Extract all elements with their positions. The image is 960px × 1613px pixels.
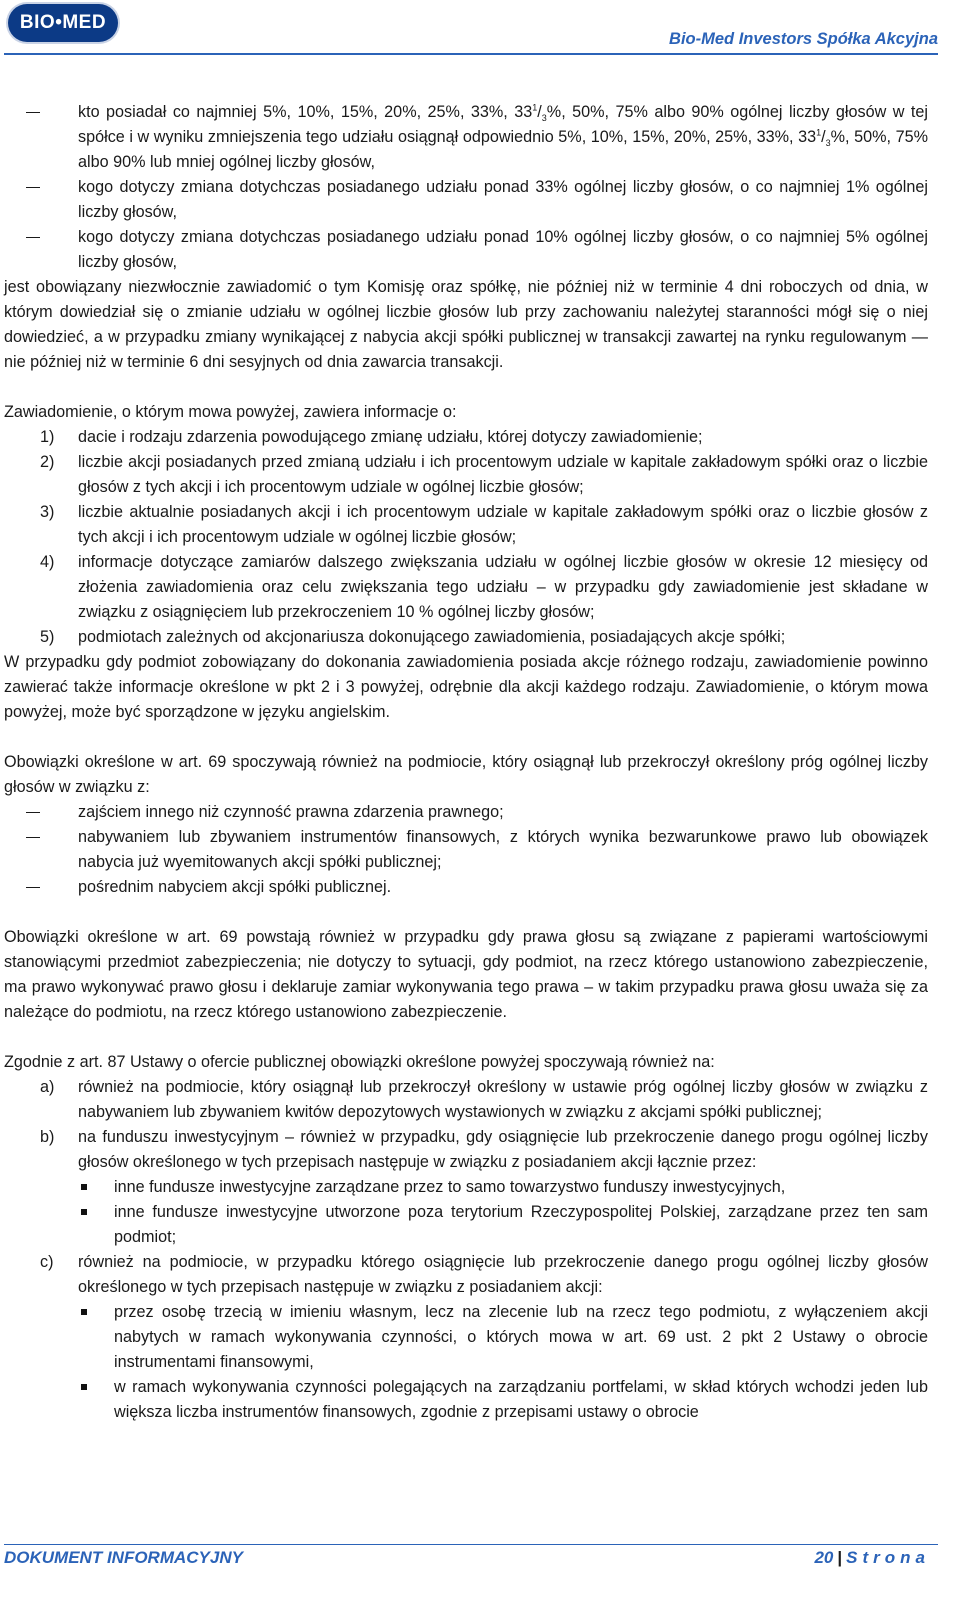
- square-bullet-icon: [81, 1384, 87, 1390]
- dash-bullet-icon: [26, 837, 40, 838]
- square-bullet-item: inne fundusze inwestycyjne zarządzane przez to samo towarzystwo funduszy inwestycyjnych,: [4, 1175, 928, 1200]
- company-name: Bio-Med Investors Spółka Akcyjna: [669, 30, 938, 48]
- dash-bullet-icon: [26, 812, 40, 813]
- paragraph: W przypadku gdy podmiot zobowiązany do dokonania zawiadomienia posiada akcje różnego rodzaju, zawiadomienie powinno zawierać także informacje określone w pkt 2 i 3 powyżej, odrębnie dla akcji każdego rodzaju. Zawiadomienie, o którym mowa powyżej, może być sporządzone w języku angielskim.: [4, 653, 928, 721]
- paragraph-intro: Obowiązki określone w art. 69 spoczywają również na podmiocie, który osiągnął lub przekroczył określony próg ogólnej liczby głosów w związku z:: [4, 753, 928, 796]
- numbered-list-item: 4) informacje dotyczące zamiarów dalszego zwiększania udziału w ogólnej liczbie głosów w okresie 12 miesięcy od złożenia zawiadomienia oraz celu zwiększania tego udziału – w przypadku gdy zawiadomienie jest składane w związku z osiągnięciem lub przekroczeniem 10 % ogólnej liczby głosów;: [40, 553, 928, 621]
- header-divider: [4, 53, 938, 55]
- document-body: [4, 100, 928, 1425]
- dash-bullet-icon: [26, 237, 40, 238]
- paragraph: jest obowiązany niezwłocznie zawiadomić o tym Komisję oraz spółkę, nie później niż w terminie 4 dni roboczych od dnia, w którym dowiedział się o zmianie udziału w ogólnej liczbie głosów lub przy zachowaniu należytej staranności mógł się o niej dowiedzieć, a w przypadku zmiany wynikającej z nabycia akcji spółki publicznej w transakcji zawartej na rynku regulowanym — nie później niż w terminie 6 dni sesyjnych od dnia zawarcia transakcji.: [4, 278, 928, 371]
- square-bullet-item: w ramach wykonywania czynności polegających na zarządzaniu portfelami, w skład których wchodzi jeden lub większa liczba instrumentów finansowych, zgodnie z przepisami ustawy o obrocie: [4, 1375, 928, 1425]
- paragraph: Obowiązki określone w art. 69 powstają również w przypadku gdy prawa głosu są związane z papierami wartościowymi stanowiącymi przedmiot zabezpieczenia; nie dotyczy to sytuacji, gdy podmiot, na rzecz którego ustanowiono zabezpieczenie, ma prawo wykonywać prawo głosu i deklaruje zamiar wykonywania tego prawa – w takim przypadku prawa głosu uważa się za należące do podmiotu, na rzecz którego ustanowiono zabezpieczenie.: [4, 928, 928, 1021]
- logo-text: BIO•MED: [19, 12, 107, 33]
- square-bullet-icon: [81, 1209, 87, 1215]
- dash-list-item: zajściem innego niż czynność prawna zdarzenia prawnego;: [4, 800, 928, 825]
- dash-list-item: kto posiadał co najmniej 5%, 10%, 15%, 20%, 25%, 33%, $33^1/_3\%$, 50%, 75% albo 90% ogólnej liczby głosów w tej spółce i w wyniku zmniejszenia tego udziału osiągnął odpowiednio 5%, 10%, 15%, 20%, 25%, 33%, $33^1/_3\%$, 50%, 75% albo 90% lub mniej ogólnej liczby głosów,: [4, 100, 928, 175]
- dash-list-item: pośrednim nabyciem akcji spółki publicznej.: [4, 875, 928, 900]
- paragraph-intro: Zgodnie z art. 87 Ustawy o ofercie publicznej obowiązki określone powyżej spoczywają również na:: [4, 1053, 715, 1071]
- paragraph-intro: Zawiadomienie, o którym mowa powyżej, zawiera informacje o:: [4, 403, 457, 421]
- lettered-list-item: c) również na podmiocie, w przypadku którego osiągnięcie lub przekroczenie danego progu ogólnej liczby głosów określonego w tych przepisach następuje w związku z posiadaniem akcji:: [40, 1253, 928, 1296]
- page-label: Strona: [846, 1548, 930, 1567]
- bio-med-logo: [8, 4, 118, 42]
- footer-document-title: DOKUMENT INFORMACYJNY: [4, 1548, 243, 1567]
- dash-list-item: nabywaniem lub zbywaniem instrumentów finansowych, z których wynika bezwarunkowe prawo lub obowiązek nabycia już wyemitowanych akcji spółki publicznej;: [4, 825, 928, 875]
- square-bullet-icon: [81, 1309, 87, 1315]
- lettered-list-item: a) również na podmiocie, który osiągnął lub przekroczył określony w ustawie próg ogólnej liczby głosów w związku z nabywaniem lub zbywaniem kwitów depozytowych wystawionych w związku z akcjami spółki publicznej;: [40, 1078, 928, 1121]
- square-bullet-item: przez osobę trzecią w imieniu własnym, lecz na zlecenie lub na rzecz tego podmiotu, z wyłączeniem akcji nabytych w ramach wykonywania czynności, o których mowa w art. 69 ust. 2 pkt 2 Ustawy o obrocie instrumentami finansowymi,: [4, 1300, 928, 1375]
- numbered-list-item: 3) liczbie aktualnie posiadanych akcji i ich procentowym udziale w kapitale zakładowym spółki oraz o liczbie głosów z tych akcji i ich procentowym udziale w ogólnej liczbie głosów;: [40, 503, 928, 546]
- lettered-list-item: b) na funduszu inwestycyjnym – również w przypadku, gdy osiągnięcie lub przekroczenie danego progu ogólnej liczby głosów określonego w tych przepisach następuje w związku z posiadaniem akcji łącznie przez:: [40, 1128, 928, 1171]
- numbered-list-item: 2) liczbie akcji posiadanych przed zmianą udziału i ich procentowym udziale w kapitale zakładowym spółki oraz o liczbie głosów z tych akcji i ich procentowym udziale w ogólnej liczbie głosów;: [40, 453, 928, 496]
- page-header: [0, 0, 960, 58]
- dash-list-item: kogo dotyczy zmiana dotychczas posiadanego udziału ponad 33% ogólnej liczby głosów, o co najmniej 1% ogólnej liczby głosów,: [4, 175, 928, 225]
- numbered-list-item: 5) podmiotach zależnych od akcjonariusza dokonującego zawiadomienia, posiadających akcje spółki;: [40, 628, 786, 646]
- page-number: 20: [814, 1548, 834, 1567]
- dash-list-item: kogo dotyczy zmiana dotychczas posiadanego udziału ponad 10% ogólnej liczby głosów, o co najmniej 5% ogólnej liczby głosów,: [4, 225, 928, 275]
- square-bullet-item: inne fundusze inwestycyjne utworzone poza terytorium Rzeczypospolitej Polskiej, zarządzane przez ten sam podmiot;: [4, 1200, 928, 1250]
- footer-divider: [4, 1544, 938, 1545]
- footer-page-number: [814, 1548, 930, 1568]
- dash-bullet-icon: [26, 112, 40, 113]
- footer-separator: |: [837, 1548, 843, 1567]
- numbered-list-item: 1) dacie i rodzaju zdarzenia powodującego zmianę udziału, której dotyczy zawiadomienie;: [40, 428, 703, 446]
- dash-bullet-icon: [26, 187, 40, 188]
- square-bullet-icon: [81, 1184, 87, 1190]
- dash-bullet-icon: [26, 887, 40, 888]
